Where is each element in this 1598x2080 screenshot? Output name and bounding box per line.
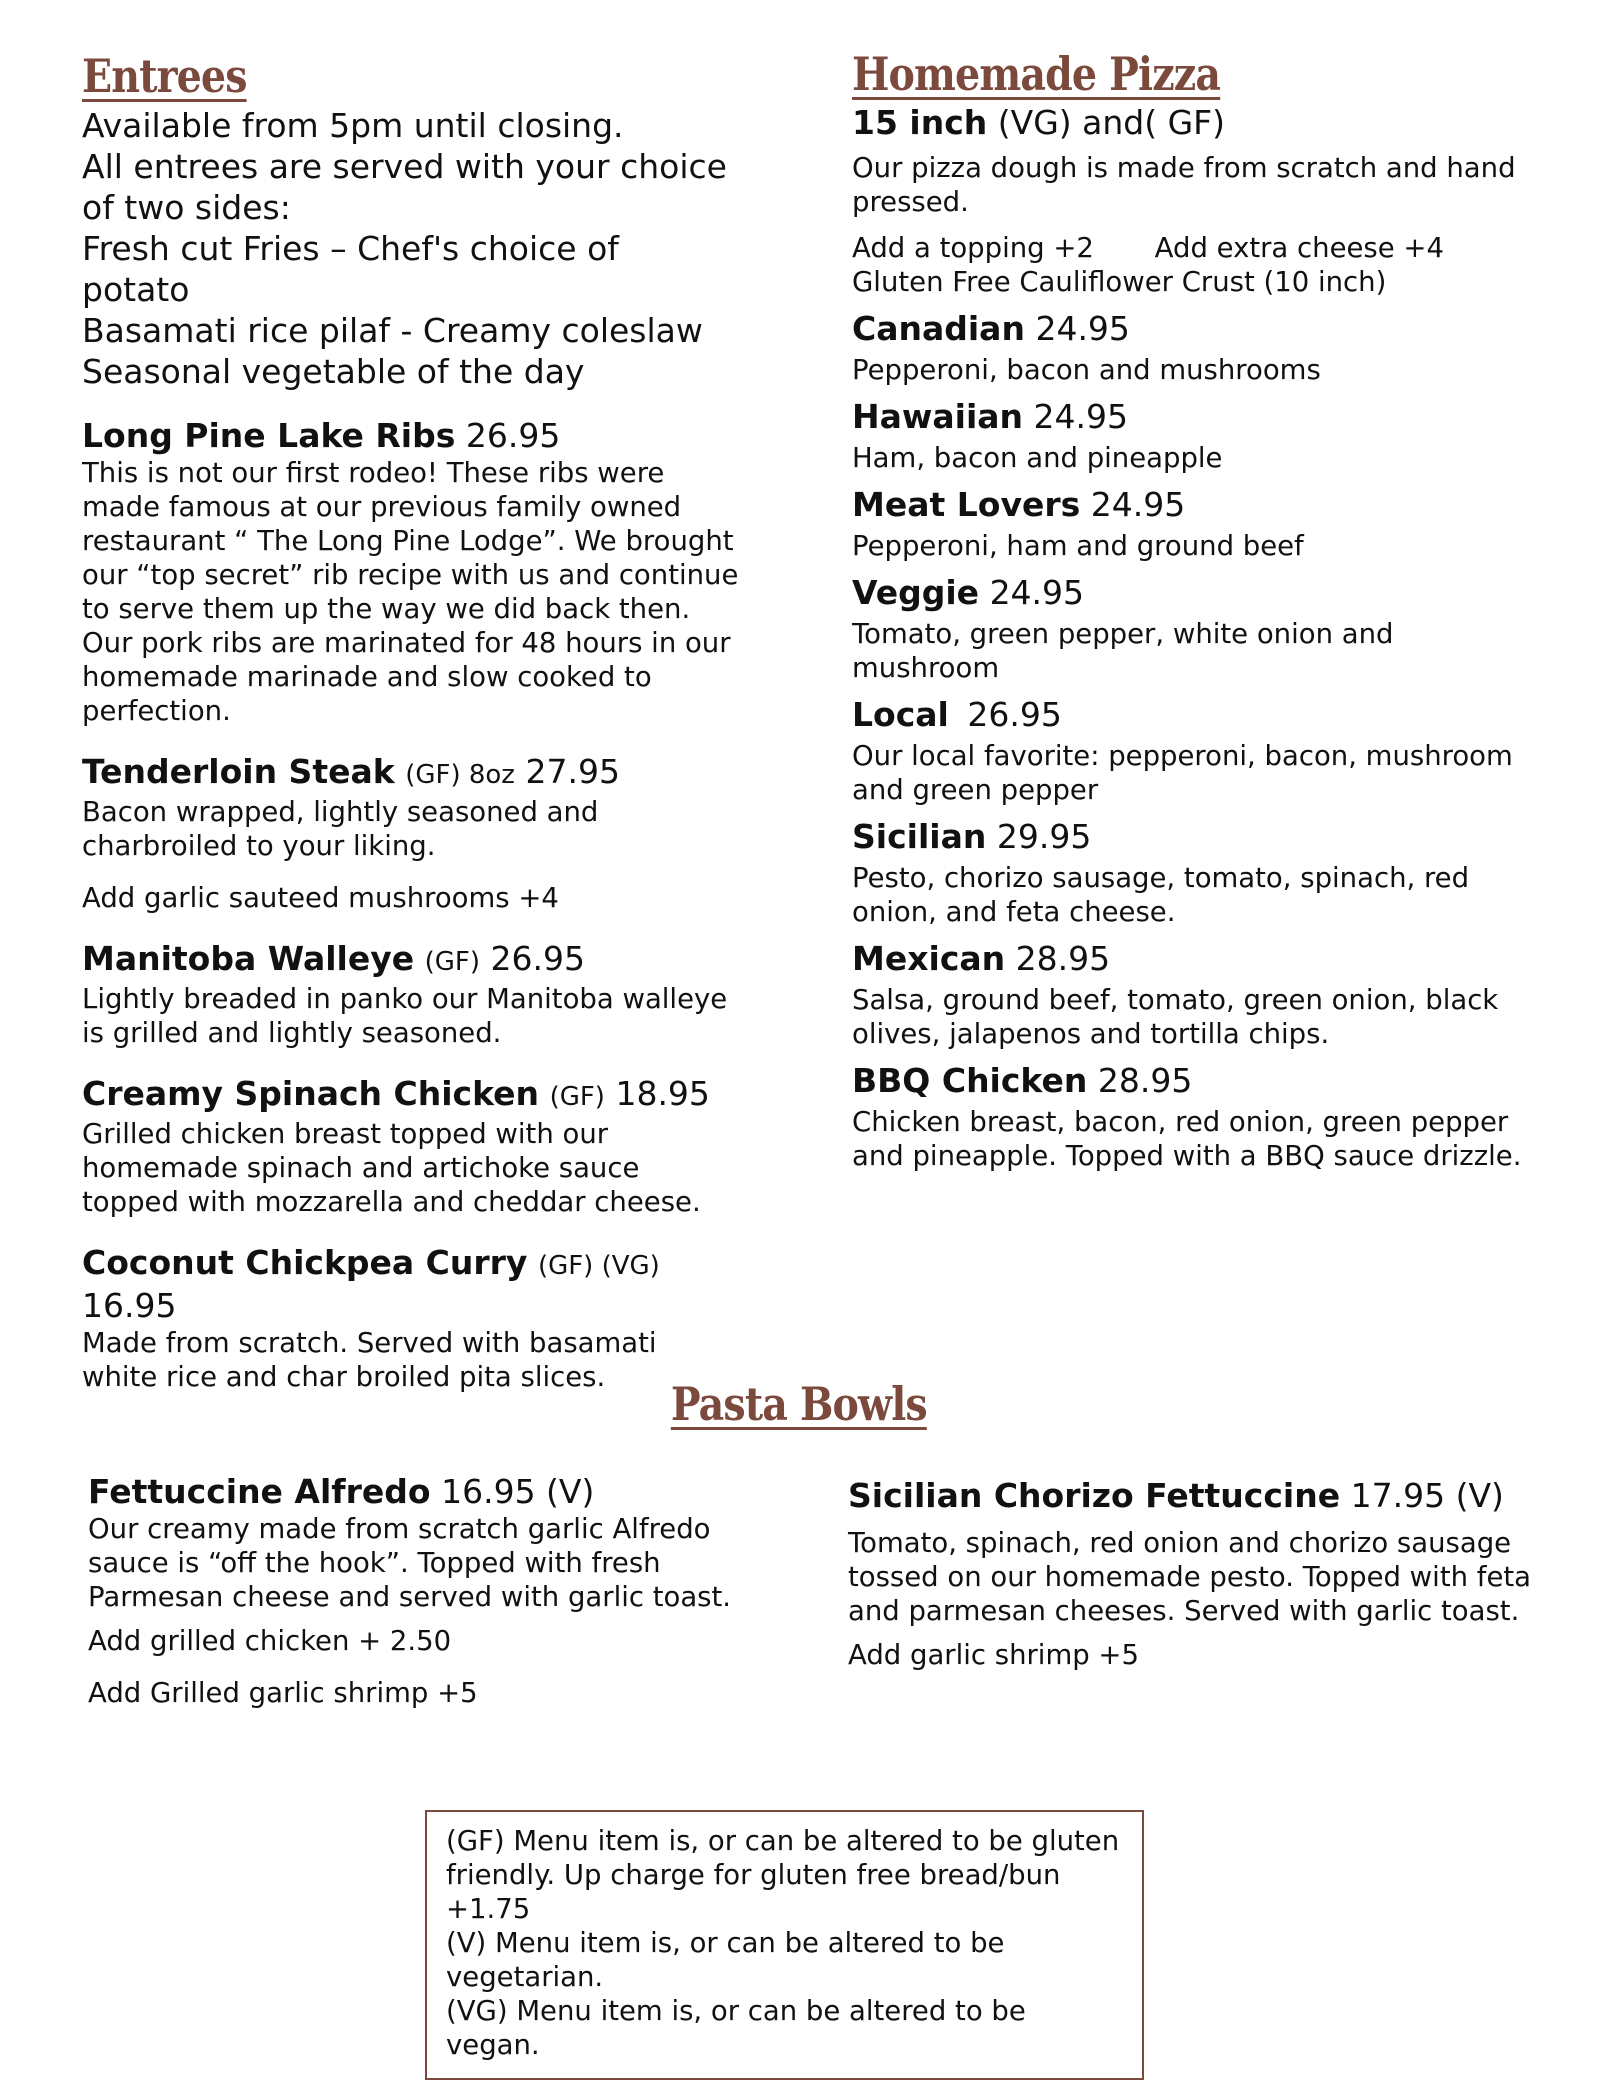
item-addon: Add grilled chicken + 2.50 <box>88 1625 452 1657</box>
pizza-item-sicilian <box>852 817 1552 929</box>
desc-line: is grilled and lightly seasoned. <box>82 1016 502 1049</box>
item-description <box>82 795 782 863</box>
item-title <box>82 1243 782 1326</box>
pizza-section <box>852 48 1552 1173</box>
item-title <box>852 817 1552 857</box>
desc-line: Pesto, chorizo sausage, tomato, spinach, red <box>852 861 1470 894</box>
desc-line: Salsa, ground beef, tomato, green onion, black <box>852 983 1499 1016</box>
intro-line: Available from 5pm until closing. <box>82 105 624 145</box>
item-description <box>852 861 1552 929</box>
pizza-cheese: Add extra cheese +4 <box>1154 231 1444 264</box>
item-description <box>88 1512 808 1614</box>
menu-item-spinach-chicken <box>82 1074 782 1219</box>
item-title <box>82 752 782 795</box>
pasta-heading: Pasta Bowls <box>670 1377 927 1431</box>
item-name: Mexican <box>852 938 1006 978</box>
pizza-size <box>852 103 1552 143</box>
pizza-size-tags: (VG) and( GF) <box>997 102 1226 142</box>
item-price: 16.95 (V) <box>441 1472 595 1511</box>
item-name: Creamy Spinach Chicken <box>82 1073 540 1113</box>
item-price: 28.95 <box>1015 938 1111 978</box>
dietary-legend <box>425 1810 1144 2080</box>
item-name: Canadian <box>852 308 1025 348</box>
pasta-item-alfredo <box>88 1472 808 1710</box>
item-addon: Add Grilled garlic shrimp +5 <box>88 1677 478 1709</box>
legend-line: (VG) Menu item is, or can be altered to be vegan. <box>446 1995 1026 2061</box>
item-description <box>852 1105 1552 1173</box>
pasta-heading-wrap <box>0 1378 1598 1431</box>
desc-line: olives, jalapenos and tortilla chips. <box>852 1017 1330 1050</box>
entrees-heading: Entrees <box>82 49 247 103</box>
item-name: Fettuccine Alfredo <box>88 1472 431 1511</box>
desc-line: Chicken breast, bacon, red onion, green pepper <box>852 1105 1509 1138</box>
item-title <box>852 397 1552 437</box>
item-price: 18.95 <box>615 1073 710 1113</box>
desc-line: homemade spinach and artichoke sauce <box>82 1151 640 1184</box>
pizza-item-hawaiian <box>852 397 1552 475</box>
item-title <box>848 1476 1588 1516</box>
item-title <box>852 309 1552 349</box>
item-description <box>82 982 782 1050</box>
desc-line: Ham, bacon and pineapple <box>852 441 1223 474</box>
legend-line: friendly. Up charge for gluten free bread/bun +1.75 <box>446 1859 1061 1925</box>
desc-line: Tomato, spinach, red onion and chorizo sausage <box>848 1527 1512 1559</box>
pizza-extras <box>852 231 1552 299</box>
intro-line: potato <box>82 269 190 309</box>
desc-line: onion, and feta cheese. <box>852 895 1176 928</box>
pizza-intro <box>852 151 1552 219</box>
intro-line: Seasonal vegetable of the day <box>82 351 585 391</box>
item-description <box>852 441 1552 475</box>
menu-item-walleye <box>82 939 782 1050</box>
item-title <box>88 1472 808 1512</box>
item-price: 29.95 <box>996 816 1092 856</box>
item-name: Manitoba Walleye <box>82 938 415 978</box>
legend-line: (V) Menu item is, or can be altered to be <box>446 1927 1005 1959</box>
item-tags: (GF) (VG) <box>537 1250 660 1281</box>
desc-line: homemade marinade and slow cooked to <box>82 660 652 693</box>
item-price: 16.95 <box>82 1285 177 1325</box>
item-addon: Add garlic sauteed mushrooms +4 <box>82 881 559 914</box>
item-title <box>852 573 1552 613</box>
desc-line: Tomato, green pepper, white onion and <box>852 617 1394 650</box>
desc-line: Our pizza dough is made from scratch and hand <box>852 151 1516 184</box>
menu-item-ribs <box>82 416 782 728</box>
item-name: Sicilian Chorizo Fettuccine <box>848 1476 1341 1515</box>
desc-line: made famous at our previous family owned <box>82 490 682 523</box>
desc-line: and pineapple. Topped with a BBQ sauce drizzle. <box>852 1139 1522 1172</box>
item-description <box>852 617 1552 685</box>
item-description <box>852 739 1552 807</box>
pizza-item-local <box>852 695 1552 807</box>
intro-line: Fresh cut Fries – Chef's choice of <box>82 228 619 268</box>
desc-line: sauce is “off the hook”. Topped with fresh <box>88 1547 661 1579</box>
item-name: Long Pine Lake Ribs <box>82 415 456 455</box>
item-price: 26.95 <box>967 694 1062 734</box>
item-name: Sicilian <box>852 816 987 856</box>
item-title <box>82 416 782 456</box>
desc-line: This is not our first rodeo! These ribs were <box>82 456 665 489</box>
desc-line: pressed. <box>852 185 969 218</box>
item-tags: (GF) <box>549 1081 605 1112</box>
pizza-item-bbq-chicken <box>852 1061 1552 1173</box>
item-name: Veggie <box>852 572 980 612</box>
item-description <box>82 456 782 728</box>
desc-line: tossed on our homemade pesto. Topped with feta <box>848 1561 1532 1593</box>
item-price: 28.95 <box>1097 1060 1193 1100</box>
desc-line: perfection. <box>82 694 231 727</box>
item-price: 24.95 <box>1035 308 1130 348</box>
desc-line: Parmesan cheese and served with garlic toast. <box>88 1581 732 1613</box>
item-price: 26.95 <box>490 938 586 978</box>
desc-line: Our pork ribs are marinated for 48 hours in our <box>82 626 731 659</box>
pizza-item-meat-lovers <box>852 485 1552 563</box>
desc-line: Pepperoni, bacon and mushrooms <box>852 353 1321 386</box>
pizza-topping: Add a topping +2 <box>852 231 1094 264</box>
item-name: Hawaiian <box>852 396 1024 436</box>
item-description <box>82 1117 782 1219</box>
item-name: Local <box>852 694 949 734</box>
desc-line: and green pepper <box>852 773 1099 806</box>
item-price: 24.95 <box>1090 484 1186 524</box>
pizza-item-canadian <box>852 309 1552 387</box>
pizza-extras-line <box>852 231 1552 265</box>
item-title <box>852 485 1552 525</box>
item-description <box>848 1526 1588 1628</box>
desc-line: our “top secret” rib recipe with us and continue <box>82 558 739 591</box>
menu-item-chickpea-curry <box>82 1243 782 1394</box>
desc-line: white rice and char broiled pita slices. <box>82 1360 606 1393</box>
desc-line: Our creamy made from scratch garlic Alfredo <box>88 1513 711 1545</box>
item-price: 24.95 <box>989 572 1085 612</box>
desc-line: topped with mozzarella and cheddar cheese. <box>82 1185 701 1218</box>
item-name: Tenderloin Steak <box>82 751 395 791</box>
legend-line: vegetarian. <box>446 1961 604 1993</box>
item-description <box>852 983 1552 1051</box>
desc-line: to serve them up the way we did back then. <box>82 592 691 625</box>
pizza-crust: Gluten Free Cauliflower Crust (10 inch) <box>852 265 1387 298</box>
desc-line: Lightly breaded in panko our Manitoba walleye <box>82 982 728 1015</box>
item-addon: Add garlic shrimp +5 <box>848 1639 1139 1671</box>
pizza-heading: Homemade Pizza <box>852 47 1221 101</box>
legend-line: (GF) Menu item is, or can be altered to be gluten <box>446 1825 1120 1857</box>
item-price: 17.95 (V) <box>1350 1476 1504 1515</box>
item-title <box>82 1074 782 1117</box>
item-description <box>852 353 1552 387</box>
item-tags: (GF) 8oz <box>405 759 515 790</box>
menu-item-tenderloin <box>82 752 782 915</box>
desc-line: and parmesan cheeses. Served with garlic toast. <box>848 1595 1520 1627</box>
pizza-size-label: 15 inch <box>852 102 988 142</box>
intro-line: All entrees are served with your choice <box>82 146 727 186</box>
intro-line: Basamati rice pilaf - Creamy coleslaw <box>82 310 703 350</box>
item-tags: (GF) <box>424 946 481 977</box>
desc-line: Grilled chicken breast topped with our <box>82 1117 609 1150</box>
desc-line: Bacon wrapped, lightly seasoned and <box>82 795 599 828</box>
item-price: 24.95 <box>1033 396 1129 436</box>
item-name: BBQ Chicken <box>852 1060 1088 1100</box>
entrees-section <box>82 50 782 1394</box>
item-price: 26.95 <box>465 415 561 455</box>
desc-line: mushroom <box>852 651 1000 684</box>
intro-line: of two sides: <box>82 187 291 227</box>
pizza-item-veggie <box>852 573 1552 685</box>
item-title <box>82 939 782 982</box>
item-title <box>852 939 1552 979</box>
desc-line: Made from scratch. Served with basamati <box>82 1326 657 1359</box>
item-title <box>852 1061 1552 1101</box>
item-name: Meat Lovers <box>852 484 1081 524</box>
desc-line: restaurant “ The Long Pine Lodge”. We brought <box>82 524 734 557</box>
item-name: Coconut Chickpea Curry <box>82 1242 528 1282</box>
item-description <box>852 529 1552 563</box>
pizza-item-mexican <box>852 939 1552 1051</box>
pasta-item-chorizo <box>848 1476 1588 1672</box>
entrees-intro <box>82 105 782 392</box>
desc-line: charbroiled to your liking. <box>82 829 436 862</box>
desc-line: Pepperoni, ham and ground beef <box>852 529 1304 562</box>
item-title <box>852 695 1552 735</box>
item-price: 27.95 <box>525 751 620 791</box>
desc-line: Our local favorite: pepperoni, bacon, mushroom <box>852 739 1513 772</box>
